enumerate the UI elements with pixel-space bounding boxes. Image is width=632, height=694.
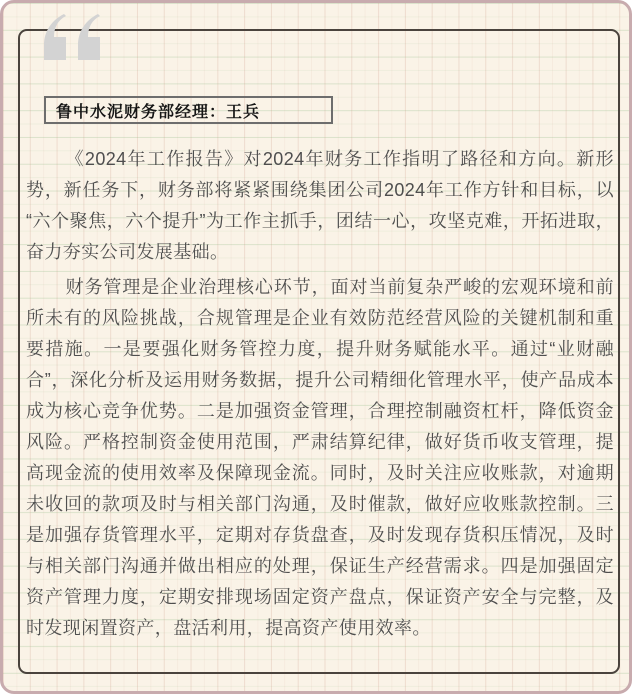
speaker-name-box [44, 96, 333, 124]
opening-double-quote-icon [43, 14, 105, 60]
paragraph-measures: 财务管理是企业治理核心环节，面对当前复杂严峻的宏观环境和前所未有的风险挑战，合规管理是企业有效防范经营风险的关键机制和重要措施。一是要强化财务管控力度，提升财务赋能水平。通过“业财融合”，深化分析及运用财务数据，提升公司精细化管理水平，使产品成本成为核心竞争优势。二是加强资金管理，合理控制融资杠杆，降低资金风险。严格控制资金使用范围，严肃结算纪律，做好货币收支管理，提高现金流的使用效率及保障现金流。同时，及时关注应收账款，对逾期未收回的款项及时与相关部门沟通，及时催款，做好应收账款控制。三是加强存货管理水平，定期对存货盘查，及时发现存货积压情况，及时与相关部门沟通并做出相应的处理，保证生产经营需求。四是加强固定资产管理力度，定期安排现场固定资产盘点，保证资产安全与完整，及时发现闲置资产，盘活利用，提高资产使用效率。 [26, 277, 614, 638]
paragraph-intro: 《2024年工作报告》对2024年财务工作指明了路径和方向。新形势，新任务下，财务部将紧紧围绕集团公司2024年工作方针和目标，以“六个聚焦，六个提升”为工作主抓手，团结一心，攻坚克难，开拓进取，奋力夯实公司发展基础。 [26, 149, 614, 262]
speaker-label: 鲁中水泥财务部经理：王兵 [56, 103, 261, 121]
article-body [26, 144, 614, 648]
